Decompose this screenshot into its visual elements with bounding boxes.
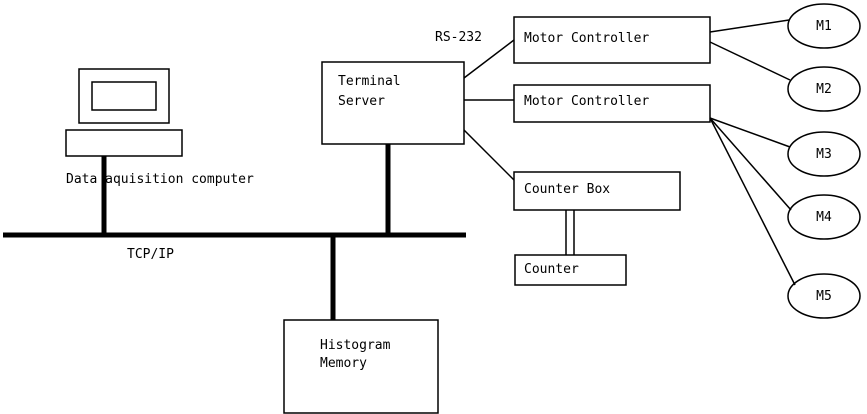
- histogram-memory-label-line1: Histogram: [320, 338, 391, 353]
- link-mc2-to-m5: [710, 118, 795, 285]
- motor-controller-1-label: Motor Controller: [524, 31, 650, 46]
- daq-computer-label: Data aquisition computer: [66, 172, 254, 187]
- histogram-memory-label-line2: Memory: [320, 356, 367, 371]
- motor-m1-label: M1: [816, 19, 832, 34]
- counter-box-label: Counter Box: [524, 182, 611, 197]
- tcpip-label: TCP/IP: [127, 247, 174, 262]
- counter-label: Counter: [524, 262, 579, 277]
- motor-m4-label: M4: [816, 210, 832, 225]
- motor-m2-label: M2: [816, 82, 832, 97]
- motor-m3-label: M3: [816, 147, 832, 162]
- link-terminal-to-mc1: [464, 40, 514, 78]
- link-mc1-to-m1: [710, 20, 789, 32]
- link-terminal-to-counter-box: [464, 130, 514, 180]
- terminal-server-label-line1: Terminal: [338, 74, 401, 89]
- link-mc1-to-m2: [710, 42, 790, 80]
- motor-m5-label: M5: [816, 289, 832, 304]
- daq-monitor-screen: [92, 82, 156, 110]
- motor-controller-2-label: Motor Controller: [524, 94, 650, 109]
- rs232-label: RS-232: [435, 30, 482, 45]
- terminal-server-label-line2: Server: [338, 94, 385, 109]
- daq-keyboard: [66, 130, 182, 156]
